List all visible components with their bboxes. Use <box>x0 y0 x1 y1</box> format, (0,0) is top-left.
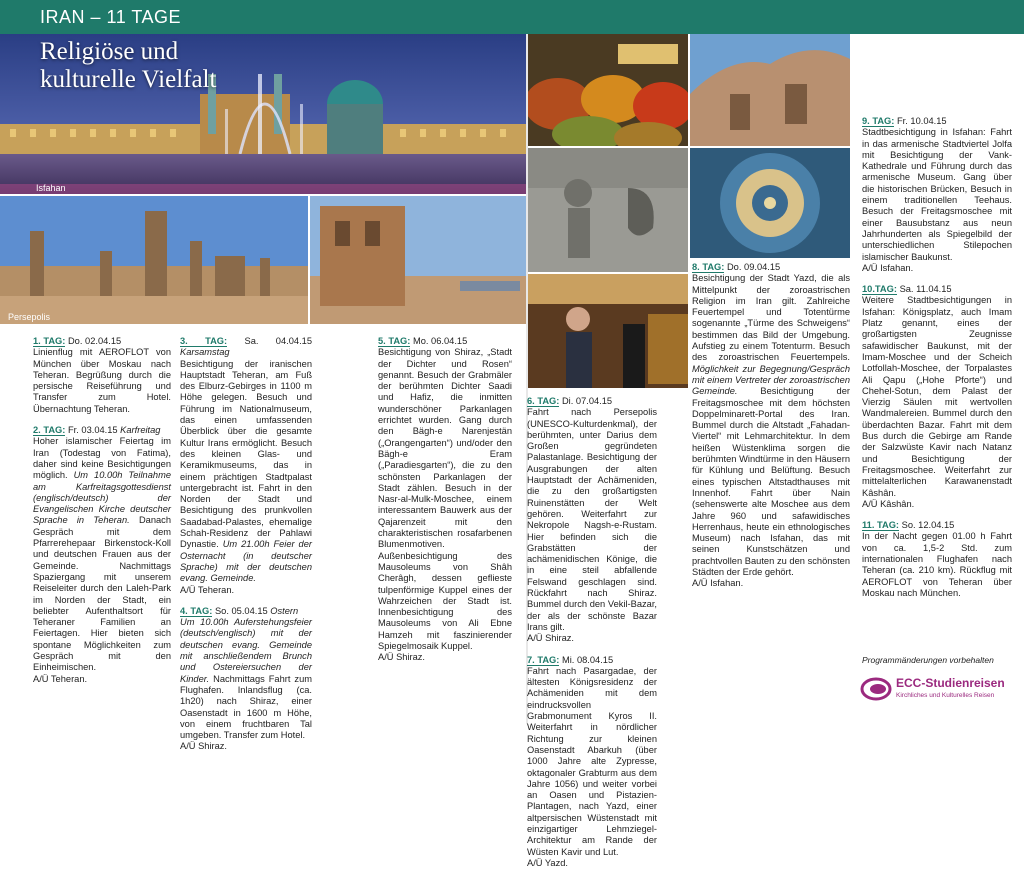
day-5 <box>378 336 512 664</box>
day-2-text-b: Danach Gespräch mit dem Pfarrerehepaar Birkenstock-Koll und deutschen Frauen aus der Gemeinde. Nachmittags Spaziergang mit unserem Reiseleiter durch den Laleh-Park im Norden der Stadt, ein beliebter Aufenthaltsort für Teheraner Familien an Feiertagen. Hier bieten sich spontane Möglichkeiten zum Gespräch mit den Einheimischen. <box>33 515 171 673</box>
photo-bazaar <box>528 274 688 388</box>
day-6-au: A/Ü Shiraz. <box>527 633 575 644</box>
logo-sub-text: Kirchliches und Kulturelles Reisen <box>896 692 995 699</box>
header-title: IRAN – 11 TAGE <box>40 7 182 27</box>
day-2-text-italic: Um 10.00h Teilnahme am Karfreitagsgottesdienst (englisch/deutsch) der Evangelischen Kirche deutscher Sprache in Teheran. <box>33 470 171 526</box>
day-4-date: So. 05.04.15 <box>214 605 271 616</box>
day-4-date-note: Ostern <box>270 605 299 616</box>
day-7-text: Fahrt nach Pasargadae, der ältesten Königsresidenz der Achämeniden mit dem eindrucksvollen Grabmonument Kyros II. Weiterfahrt in nördlicher Richtung zur kleinen Oasenstadt Abarkuh (über 1000 Jahre alte Zypresse, oktagonaler Grabturm aus dem Jahre 1056) und weiter vorbei an Oasen und Pistazien-Plantagen, nach Yazd, einer altpersischen Wüstenstadt mit einzigartiger Lehmziegel-Architektur am Rande der Wüsten Kavir und Lut. <box>527 665 657 857</box>
day-2 <box>33 425 171 685</box>
day-9-date: Fr. 10.04.15 <box>896 116 947 126</box>
day-10-tag: 10.TAG: <box>862 284 897 295</box>
day-8-au: A/Ü Isfahan. <box>692 578 744 589</box>
column-5 <box>692 262 850 600</box>
day-9-text: Stadtbesichtigung in Isfahan: Fahrt in das armenische Stadtviertel Jolfa mit Besichtigung der Vank-Kathedrale und Führung durch das armenische Museum. Gang über die historischen Brücken, Besuch in einem traditionellen Teehaus. Besuch der Freitagsmoschee mit einer Bausubstanz aus neun Jahrhunderten als Spiegelbild der unterschiedlichen Stilepochen islamischer Baukunst. <box>862 127 1012 262</box>
column-4 <box>527 396 657 879</box>
photo-dome-ceiling <box>690 148 850 258</box>
day-4-text-b: Nachmittags Fahrt zum Flughafen. Inlandsflug (ca. 1h20) nach Shiraz, einer Oasenstadt in 1600 m Höhe, von einem fruchtbaren Tal umgeben. Transfer zum Hotel. <box>180 673 312 741</box>
column-2 <box>180 336 312 763</box>
column-3 <box>378 336 512 674</box>
day-8-tag: 8. TAG: <box>692 262 725 272</box>
day-5-au: A/Ü Shiraz. <box>378 652 426 663</box>
program-note: Programmänderungen vorbehalten <box>862 655 994 665</box>
day-4-tag: 4. TAG: <box>180 605 213 616</box>
day-7 <box>527 655 657 870</box>
column-6 <box>862 116 1012 609</box>
day-1-text: Linienflug mit AEROFLOT von München über Moskau nach Teheran. Begrüßung durch die persische Reiseführung und Transfer zum Hotel. Übernachtung Teheran. <box>33 347 171 414</box>
day-1 <box>33 336 171 415</box>
day-5-tag: 5. TAG: <box>378 336 411 346</box>
day-3-date-note: Karsamstag <box>180 347 230 358</box>
day-6-date: Di. 07.04.15 <box>561 396 613 406</box>
day-11-date: So. 12.04.15 <box>901 520 955 531</box>
headline-line-1: Religiöse und <box>40 38 179 65</box>
day-5-text: Besichtigung von Shiraz, „Stadt der Dichter und Rosen“ genannt. Besuch der Grabmäler der berühmten Dichter Saadi und Hafiz, die inmitten wunderschöner Parkanlagen errichtet wurden. Gang durch den Bägh-e Narenjestän („Orangengarten“) und/oder den Bägh-e Eram („Paradiesgarten“), die zu den schönsten Parkanlagen der Stadt zählen. Besuch in der Nasr-al-Mulk-Moschee, einem interessantem Bauwerk aus der Qajarenzeit mit den charakteristischen rosafarbenen Blumenmotiven. Außenbesichtigung des Mausoleums von Shâh Cherâgh, dessen geflieste tulpenförmige Kuppel eines der Wahrzeichen der Stadt ist. Innenbesichtigung des Mausoleums von Ali Ebne Hamzeh mit faszinierender Spiegelmosaik Kuppel. <box>378 347 512 652</box>
day-8-text-b: Besichtigung der Freitagsmoschee mit dem höchsten Doppelminarett-Portal des Iran. Bummel durch die Altstadt „Fahadan-Viertel“ mit Lehmarchitektur. In dem heißen Wüstenklima sorgen die berühmten Windtürme in den Häusern für Kühlung und Belüftung. Besuch eines typischen Altstadthauses mit Innenhof. Fahrt über Nain (sehenswerte alte Moschee aus dem Jahre 960 und safawidisches Herrenhaus, heute ein ethnologisches Museum) nach Isfahan, das mit seinen Kunstschätzen und prachtvollen Bauten zu den schönsten Städten der Erde gehört. <box>692 386 850 578</box>
photo-persepolis <box>0 196 308 324</box>
day-7-au: A/Ü Yazd. <box>527 857 568 868</box>
ecc-logo <box>860 672 1020 706</box>
day-4 <box>180 606 312 753</box>
day-6-text: Fahrt nach Persepolis (UNESCO-Kulturdenkmal), der berühmten, unter Darius dem Großen gegründeten Palastanlage. Besichtigung der Ausgrabungen der alten Hauptstadt der Achämeniden, die zu den großartigsten Ruinenstätten der Welt gehören. Weiterfahrt zur Nekropole Nagsh-e-Rustam. Hier befinden sich die Grabstätten der achämenidischen Könige, die in eine steil abfallende Felswand geschlagen sind. Rückfahrt nach Shiraz. Bummel durch den Vekil-Bazar, der als der schönste Bazar Irans gilt. <box>527 407 657 632</box>
day-7-date: Mi. 08.04.15 <box>561 654 614 665</box>
day-10-date: Sa. 11.04.15 <box>899 284 952 295</box>
day-5-date: Mo. 06.04.15 <box>412 336 468 346</box>
column-1 <box>33 336 171 695</box>
day-10-text: Weitere Stadtbesichtigungen in Isfahan: Königsplatz, auch Imam Platz genannt, eines der großartigsten Zeugnisse safawidischer Baukunst, mit der Imam-Moschee und der Scheich Lotfollah-Moschee, der Torpalastes Ali Qapu („Hohe Pforte“) und Chehel-Sotun, dem Palast der Vierzig Säulen mit wertvollen Wandmalereien. Bummel durch den überdachten Bazar. Fahrt mit dem Bus durch die Gebirge am Rande der Salzwüste Kavir nach Natanz und Besichtigung der Freitagsmoschee. Weiterfahrt zur mittelalterlichen Karawanenstadt Kâshân. <box>862 295 1012 498</box>
day-2-tag: 2. TAG: <box>33 425 66 436</box>
day-10 <box>862 284 1012 510</box>
logo-main-text: ECC-Studienreisen <box>896 676 1005 690</box>
day-2-au: A/Ü Teheran. <box>33 673 88 684</box>
day-9-au: A/Ü Isfahan. <box>862 262 914 273</box>
photo-rock-tombs <box>690 34 850 146</box>
day-6 <box>527 396 657 645</box>
day-6-tag: 6. TAG: <box>527 396 560 406</box>
day-8-text-a: Besichtigung der Stadt Yazd, die als Mittelpunkt der zoroastrischen Religion im Iran gilt. Zahlreiche Feuertempel und Totentürme sogenannte „Türme des Schweigens“ bestimmen das Bild der Umgebung. Aufstieg zu einem Totenturm. Besuch des zoroastrischen Feuertempels. <box>692 273 850 363</box>
day-9 <box>862 116 1012 274</box>
photo-relief <box>528 148 688 272</box>
day-11-text: In der Nacht gegen 01.00 h Fahrt von ca. 1,5-2 Std. zum internationalen Flughafen nach Teheran (ca. 210 km). Rückflug mit AEROFLOT von Teheran über Moskau nach München. <box>862 531 1012 598</box>
day-8 <box>692 262 850 590</box>
day-4-au: A/Ü Shiraz. <box>180 741 228 752</box>
day-2-date-note: Karfreitag <box>120 425 161 436</box>
day-2-text-a: Hoher islamischer Feiertag im Iran (Todestag von Fatima), daher sind keine Besichtigungen möglich. <box>33 436 171 481</box>
photo-spices <box>528 34 688 146</box>
photo-mud-town <box>310 196 526 324</box>
day-3-text-italic: Um 21.00h Feier der Osternacht (in deutscher Sprache) mit der deutschen evang. Gemeinde. <box>180 539 312 584</box>
day-1-date: Do. 02.04.15 <box>67 336 122 346</box>
day-3-text-a: Besichtigung der iranischen Hauptstadt Teheran, am Fuß des Elburz-Gebirges in 1100 m Höhe gelegen. Besuch und Führung im Nationalmuseum, das einen umfassenden Überblick über die gesamte Kultur Irans ermöglicht. Besuch des kleinen Glas- und Keramikmuseums, das in einem prächtigen Stadtpalast untergebracht ist. Fahrt in den Norden der Stadt und Besichtigung des prunkvollen Saadabad-Palastes, ehemalige Schah-Residenz der Pahlawi Dynastie. <box>180 358 312 550</box>
day-4-text-italic: Um 10.00h Auferstehungsfeier (deutsch/englisch) mit der deutschen evang. Gemeinde mit anschließendem Brunch und Ostereiersuchen der Kinder. <box>180 617 312 684</box>
day-8-text-italic: Möglichkeit zur Begegnung/Gespräch mit einem Vertreter der zoroastrischen Gemeinde. <box>692 363 850 397</box>
day-3 <box>180 336 312 596</box>
caption-persepolis: Persepolis <box>8 312 51 322</box>
day-1-tag: 1. TAG: <box>33 336 66 346</box>
day-3-tag: 3. TAG: <box>180 336 228 346</box>
caption-isfahan: Isfahan <box>36 183 66 193</box>
headline <box>40 38 216 94</box>
day-10-au: A/Ü Kâshân. <box>862 498 915 509</box>
day-11-tag: 11. TAG: <box>862 520 900 531</box>
day-3-au: A/Ü Teheran. <box>180 584 235 595</box>
headline-line-2: kulturelle Vielfalt <box>40 66 217 93</box>
day-9-tag: 9. TAG: <box>862 116 895 126</box>
header-bar <box>0 0 1024 34</box>
day-8-date: Do. 09.04.15 <box>726 262 781 272</box>
day-2-date: Fr. 03.04.15 <box>67 425 121 436</box>
day-3-date: Sa. 04.04.15 <box>244 336 312 346</box>
day-11 <box>862 520 1012 599</box>
day-7-tag: 7. TAG: <box>527 654 560 665</box>
